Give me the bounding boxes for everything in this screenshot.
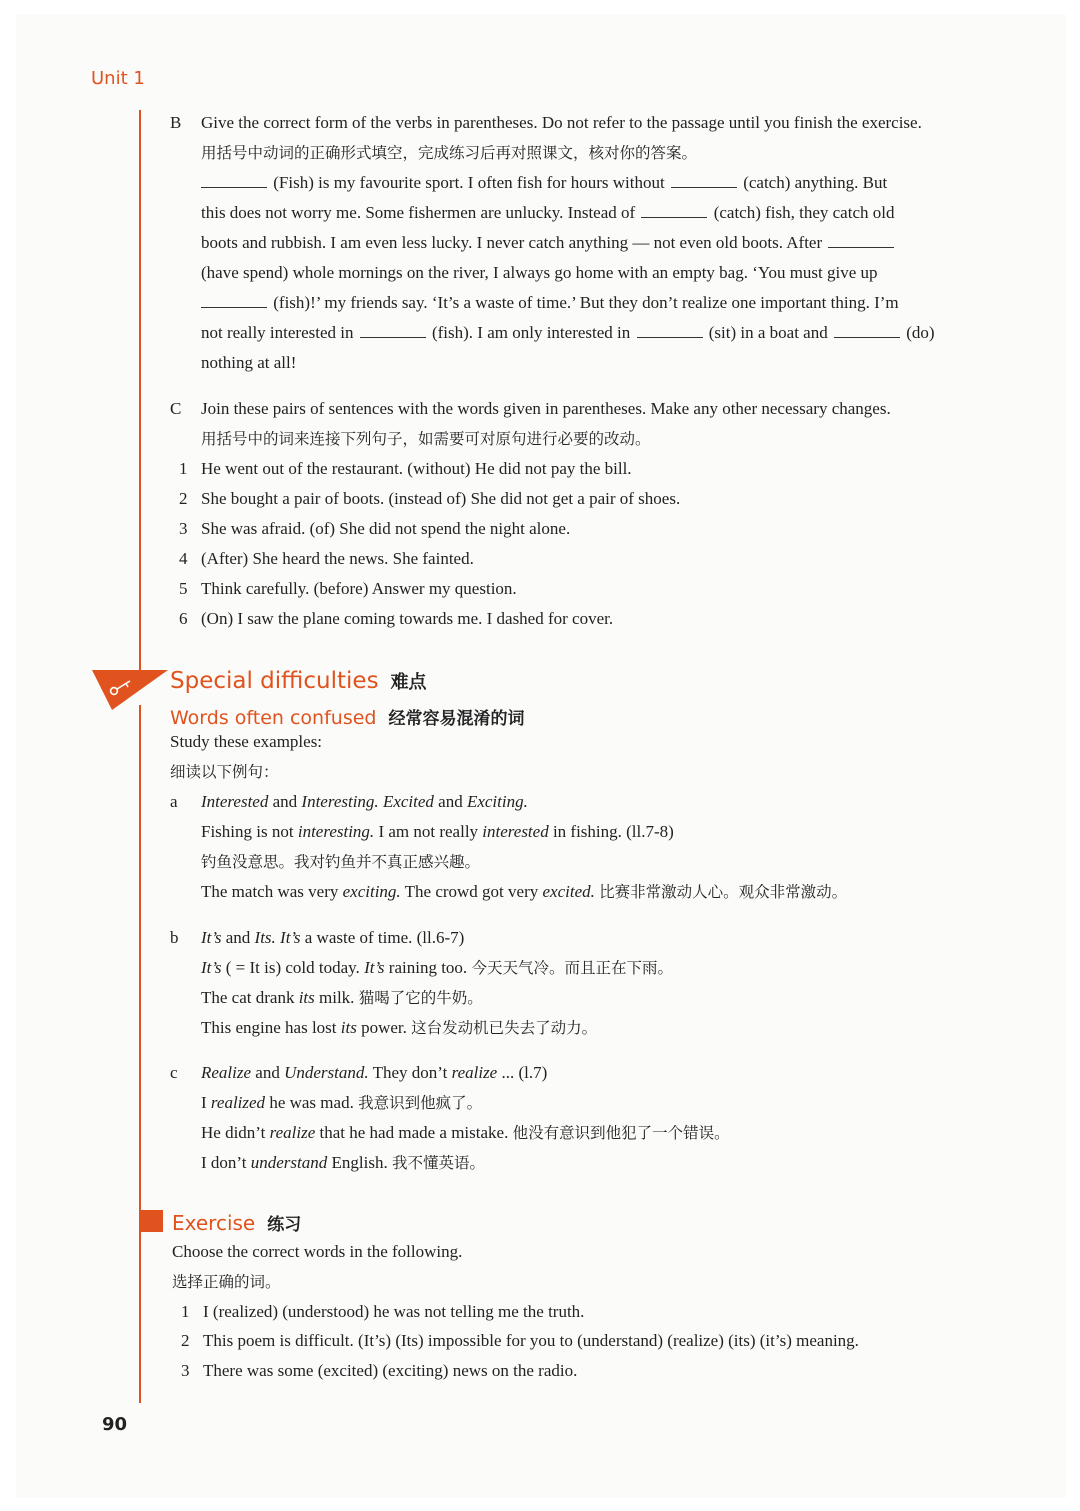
- exercise-b-line: (fish)!’ my friends say. ‘It’s a waste of time.’ But they don’t realize one important thing. I’m: [201, 292, 899, 314]
- answer-blank[interactable]: [637, 322, 703, 338]
- item-number: 3: [181, 1361, 190, 1380]
- exercise-b-line: this does not worry me. Some fishermen are unlucky. Instead of (catch) fish, they catch old: [201, 203, 895, 222]
- exercise-item: I (realized) (understood) he was not telling me the truth.: [203, 1302, 585, 1321]
- answer-blank[interactable]: [360, 322, 426, 338]
- answer-blank[interactable]: [201, 172, 267, 188]
- example-sentence: I realized he was mad. 我意识到他疯了。: [201, 1093, 483, 1112]
- example-sentence: He didn’t realize that he had made a mistake. 他没有意识到他犯了一个错误。: [201, 1123, 730, 1142]
- example-sentence: It’s ( = It is) cold today. It’s raining too. 今天天气冷。而且正在下雨。: [201, 958, 673, 977]
- example-sentence: Fishing is not interesting. I am not really interested in fishing. (ll.7-8): [201, 822, 674, 841]
- item-number: 6: [179, 609, 188, 628]
- item-number: 4: [179, 549, 188, 568]
- answer-blank[interactable]: [834, 322, 900, 338]
- example-sentence: The cat drank its milk. 猫喝了它的牛奶。: [201, 988, 483, 1007]
- key-icon: [92, 668, 168, 712]
- item-number: 2: [181, 1331, 190, 1350]
- item-number: 2: [179, 489, 188, 508]
- answer-blank[interactable]: [201, 292, 267, 308]
- exercise-c-item: She bought a pair of boots. (instead of) She did not get a pair of shoes.: [201, 489, 681, 508]
- example-b-title: It’s and Its. It’s a waste of time. (ll.6-7): [201, 928, 465, 947]
- exercise-b-line: not really interested in (fish). I am only interested in (sit) in a boat and (do): [201, 323, 935, 342]
- example-a-label: a: [170, 792, 178, 811]
- example-c-title: Realize and Understand. They don’t realize ... (l.7): [201, 1063, 548, 1082]
- answer-blank[interactable]: [671, 172, 737, 188]
- unit-label: Unit 1: [91, 68, 145, 89]
- example-sentence: I don’t understand English. 我不懂英语。: [201, 1153, 485, 1172]
- exercise-c-instruction: Join these pairs of sentences with the words given in parentheses. Make any other necessary changes.: [201, 399, 891, 418]
- example-sentence: The match was very exciting. The crowd got very excited. 比赛非常激动人心。观众非常激动。: [201, 882, 848, 901]
- exercise-b-line: nothing at all!: [201, 353, 297, 372]
- exercise-instruction: Choose the correct words in the following.: [172, 1242, 463, 1261]
- exercise-item: There was some (excited) (exciting) news on the radio.: [203, 1361, 578, 1380]
- exercise-c-item: He went out of the restaurant. (without) He did not pay the bill.: [201, 459, 632, 478]
- margin-rule-bottom: [139, 705, 141, 1403]
- page-number: 90: [102, 1414, 128, 1435]
- exercise-instruction-zh: 选择正确的词。: [172, 1273, 281, 1291]
- exercise-item: This poem is difficult. (It’s) (Its) impossible for you to (understand) (realize) (its) (it’s) meaning.: [203, 1331, 859, 1350]
- exercise-c-item: Think carefully. (before) Answer my question.: [201, 579, 517, 598]
- answer-blank[interactable]: [828, 232, 894, 248]
- exercise-b-instruction: Give the correct form of the verbs in parentheses. Do not refer to the passage until you finish the exercise.: [201, 113, 922, 132]
- example-sentence: This engine has lost its power. 这台发动机已失去了动力。: [201, 1018, 598, 1037]
- item-number: 3: [179, 519, 188, 538]
- item-number: 5: [179, 579, 188, 598]
- special-difficulties-heading: Special difficulties 难点: [170, 668, 427, 694]
- exercise-b-label: B: [170, 113, 182, 132]
- example-a-title: Interested and Interesting. Excited and Exciting.: [201, 792, 528, 811]
- exercise-c-item: (On) I saw the plane coming towards me. I dashed for cover.: [201, 609, 614, 628]
- exercise-b-instruction-zh: 用括号中动词的正确形式填空，完成练习后再对照课文，核对你的答案。: [201, 144, 698, 162]
- exercise-marker: [139, 1210, 163, 1232]
- study-examples-zh: 细读以下例句：: [170, 763, 279, 781]
- answer-blank[interactable]: [641, 202, 707, 218]
- exercise-heading: Exercise 练习: [172, 1211, 302, 1235]
- item-number: 1: [181, 1302, 190, 1321]
- example-translation: 钓鱼没意思。我对钓鱼并不真正感兴趣。: [201, 853, 481, 871]
- margin-rule-top: [139, 110, 141, 685]
- study-examples: Study these examples:: [170, 732, 323, 751]
- example-b-label: b: [170, 928, 179, 947]
- exercise-b-line: (Fish) is my favourite sport. I often fish for hours without (catch) anything. But: [201, 172, 887, 194]
- item-number: 1: [179, 459, 188, 478]
- exercise-c-item: She was afraid. (of) She did not spend the night alone.: [201, 519, 571, 538]
- exercise-c-instruction-zh: 用括号中的词来连接下列句子，如需要可对原句进行必要的改动。: [201, 430, 651, 448]
- exercise-c-label: C: [170, 399, 182, 418]
- exercise-b-line: (have spend) whole mornings on the river, I always go home with an empty bag. ‘You must give up: [201, 263, 878, 282]
- exercise-b-line: boots and rubbish. I am even less lucky. I never catch anything — not even old boots. After: [201, 232, 896, 254]
- example-c-label: c: [170, 1063, 178, 1082]
- words-confused-heading: Words often confused 经常容易混淆的词: [170, 707, 525, 729]
- exercise-c-item: (After) She heard the news. She fainted.: [201, 549, 474, 568]
